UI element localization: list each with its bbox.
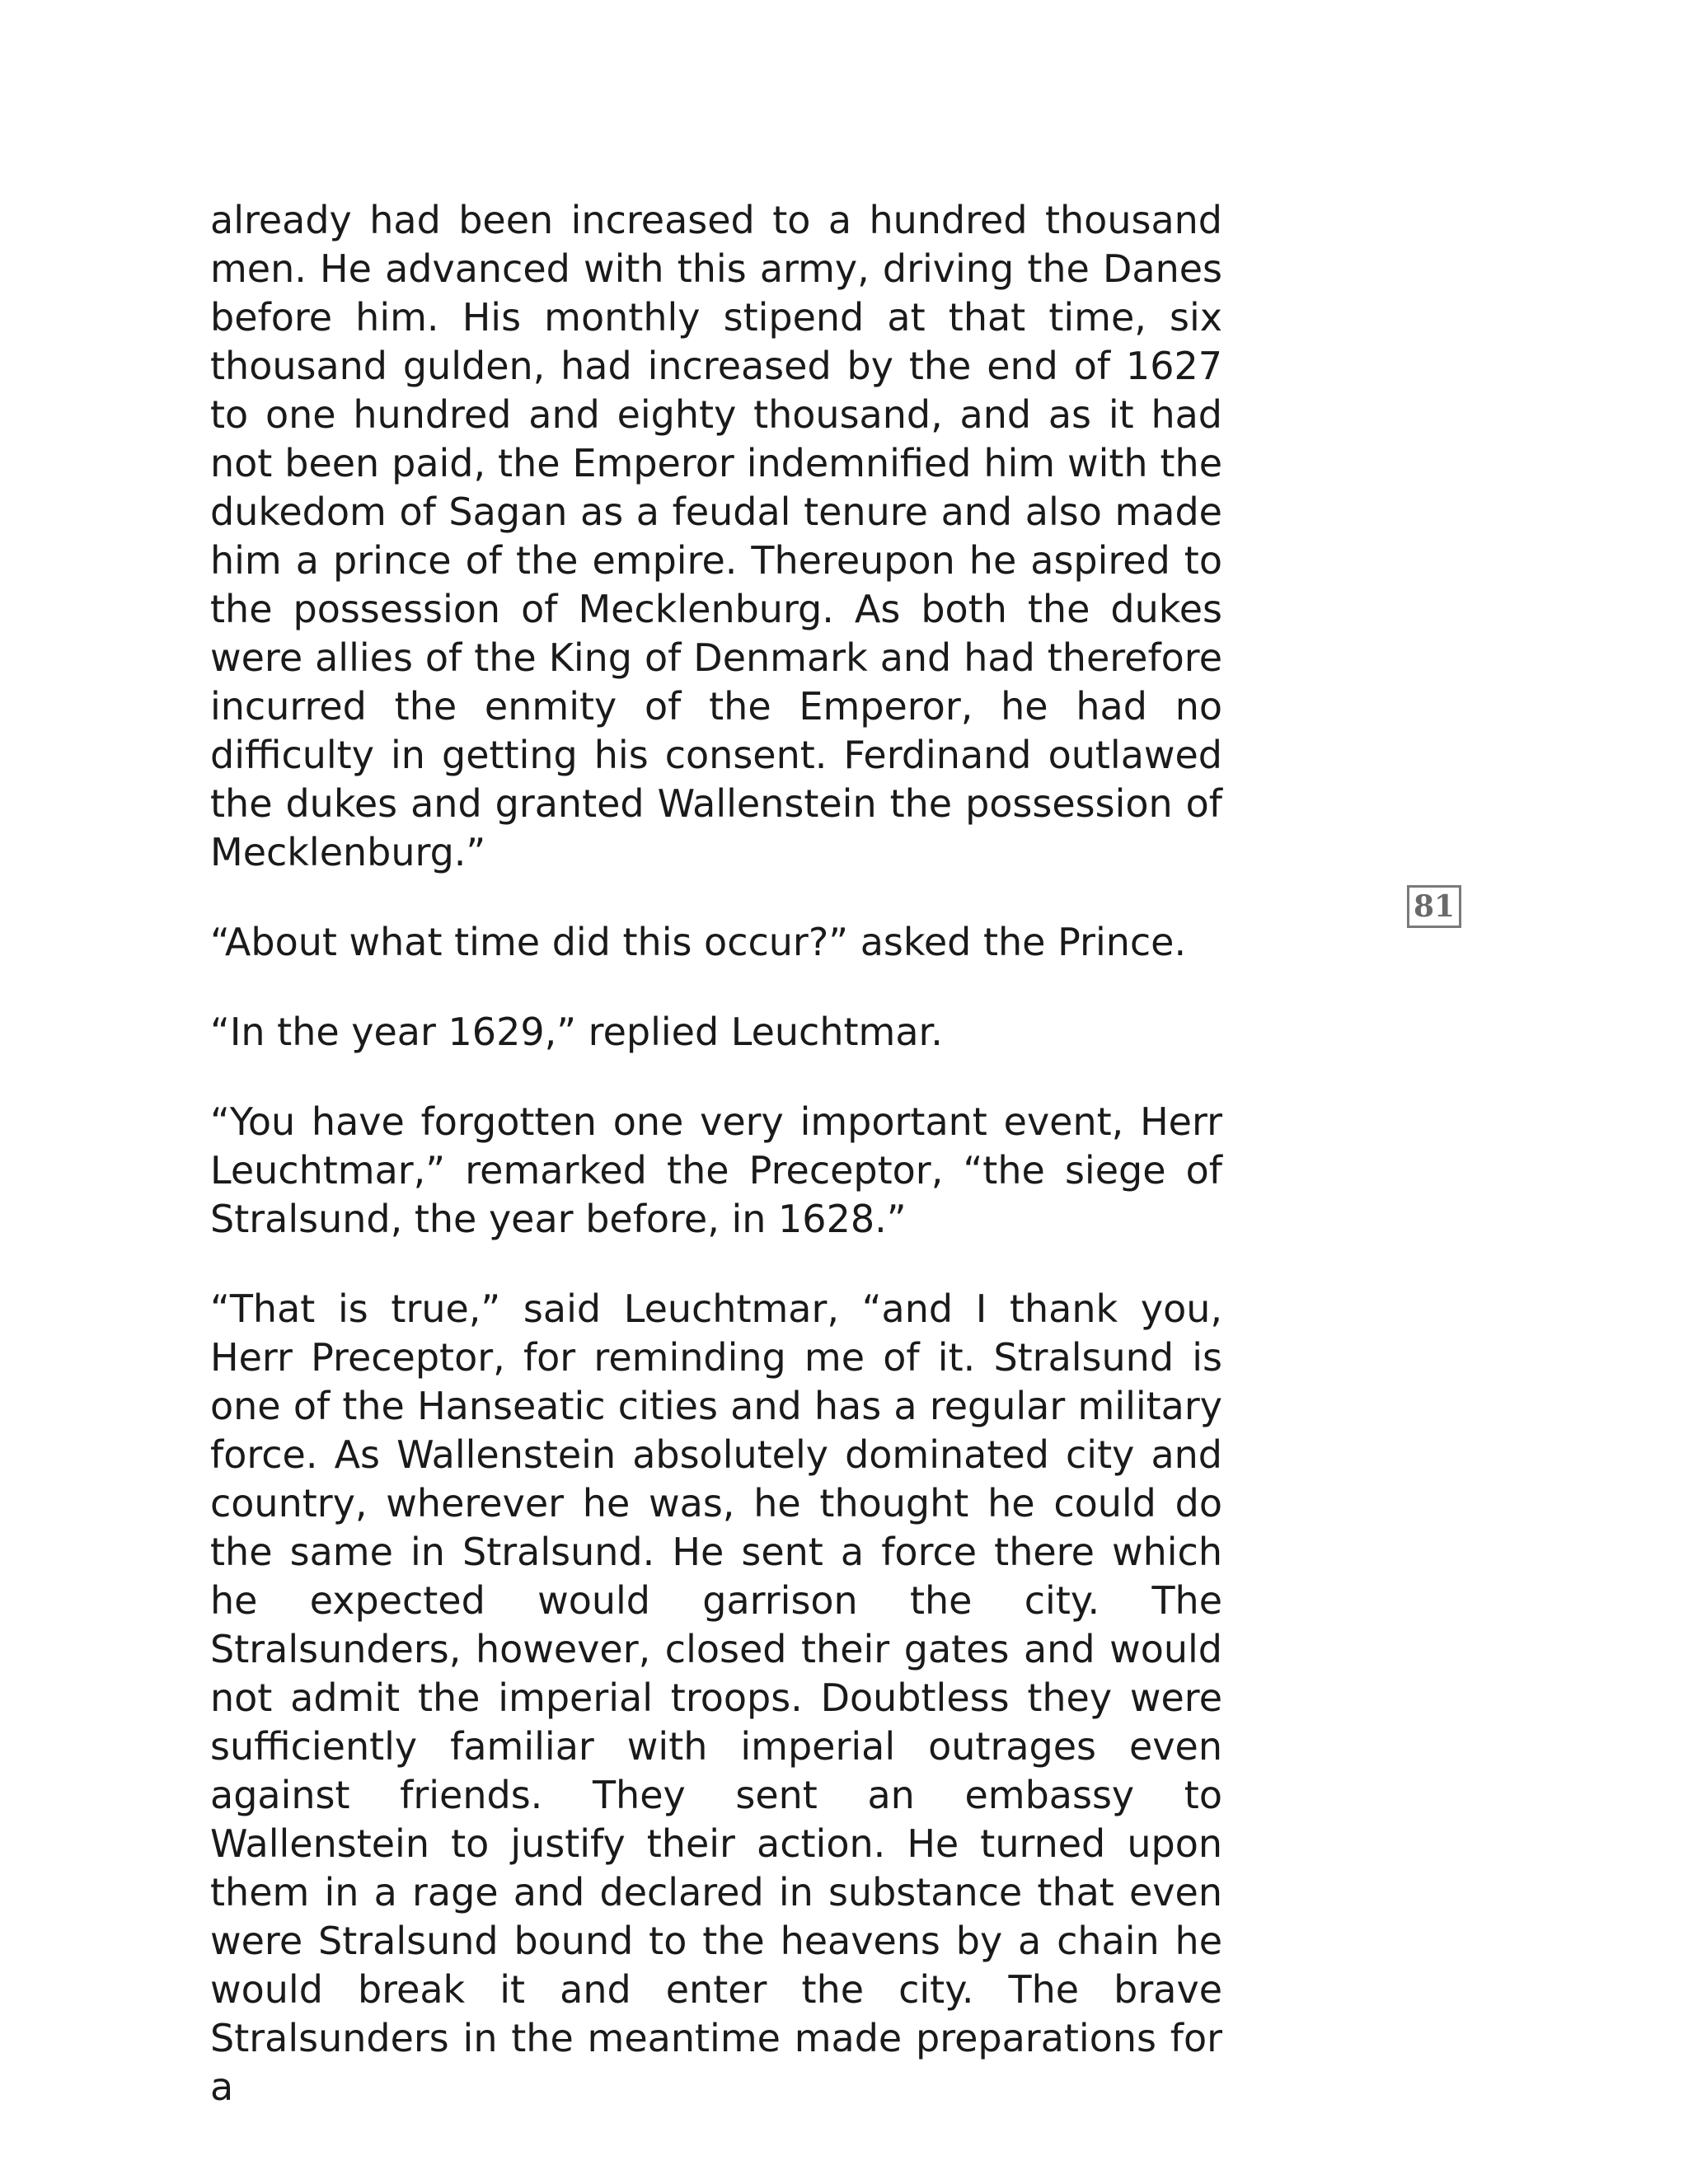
paragraph-3: “In the year 1629,” replied Leuchtmar.: [210, 1010, 943, 1054]
paragraph-4: “You have forgotten one very important event, Herr Leuchtmar,” remarked the Preceptor, “the siege of Stralsund, the year before, in 1628.”: [210, 1099, 1222, 1241]
page-number: 81: [1407, 885, 1461, 928]
body-text: [210, 196, 1222, 2153]
paragraph-1: already had been increased to a hundred thousand men. He advanced with this army, driving the Danes before him. His monthly stipend at that time, six thousand gulden, had increased by the end of 1627 to one hundred and eighty thousand, and as it had not been paid, the Emperor indemnified him with the dukedom of Sagan as a feudal tenure and also made him a prince of the empire. Thereupon he aspired to the possession of Mecklenburg. As both the dukes were allies of the King of Denmark and had therefore incurred the enmity of the Emperor, he had no difficulty in getting his consent. Ferdinand outlawed the dukes and granted Wallenstein the possession of Mecklenburg.”: [210, 198, 1222, 874]
paragraph-5: “That is true,” said Leuchtmar, “and I thank you, Herr Preceptor, for reminding me of it. Stralsund is one of the Hanseatic cities and has a regular military force. As Wallenstein absolutely dominated city and country, wherever he was, he thought he could do the same in Stralsund. He sent a force there which he expected would garrison the city. The Stralsunders, however, closed their gates and would not admit the imperial troops. Doubtless they were sufficiently familiar with imperial outrages even against friends. They sent an embassy to Wallenstein to justify their action. He turned upon them in a rage and declared in substance that even were Stralsund bound to the heavens by a chain he would break it and enter the city. The brave Stralsunders in the meantime made preparations for a: [210, 1286, 1222, 2109]
paragraph-2: “About what time did this occur?” asked the Prince.: [210, 920, 1187, 964]
